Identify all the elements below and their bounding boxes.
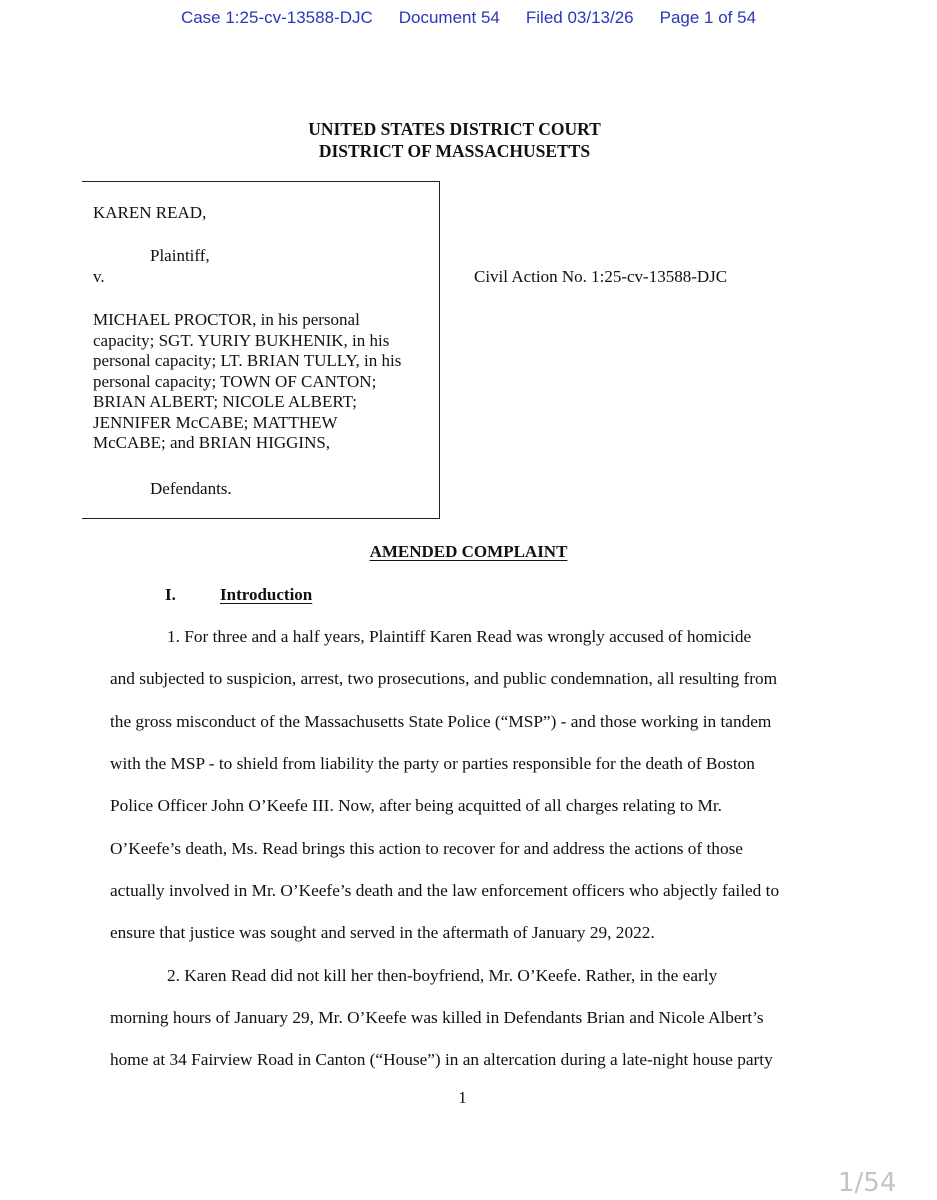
section-number: I. [165, 585, 176, 604]
body-line: home at 34 Fairview Road in Canton (“House”) in an altercation during a late-night house party [110, 1050, 773, 1069]
defendants-line: BRIAN ALBERT; NICOLE ALBERT; [93, 392, 357, 411]
body-line: with the MSP - to shield from liability the party or parties responsible for the death of Boston [110, 754, 755, 773]
body-line: actually involved in Mr. O’Keefe’s death and the law enforcement officers who abjectly failed to [110, 881, 780, 900]
case-number: Case 1:25-cv-13588-DJC [180, 8, 373, 27]
body-line: Police Officer John O’Keefe III. Now, after being acquitted of all charges relating to Mr. [110, 796, 722, 815]
body-line: 1. For three and a half years, Plaintiff Karen Read was wrongly accused of homicide [167, 627, 752, 646]
page-of: Page 1 of 54 [659, 8, 757, 27]
filed-date: Filed 03/13/26 [525, 8, 634, 27]
defendants-line: capacity; SGT. YURIY BUKHENIK, in his [93, 330, 390, 350]
document-title [0, 542, 937, 562]
body-line: ensure that justice was sought and served in the aftermath of January 29, 2022. [110, 923, 655, 942]
court-district: DISTRICT OF MASSACHUSETTS [318, 141, 591, 161]
plaintiff-name: KAREN READ, [93, 203, 207, 222]
court-name: UNITED STATES DISTRICT COURT [308, 119, 601, 139]
body-line: and subjected to suspicion, arrest, two prosecutions, and public condemnation, all resulting from [110, 669, 778, 688]
body-line: 2. Karen Read did not kill her then-boyfriend, Mr. O’Keefe. Rather, in the early [167, 966, 718, 985]
defendants-line: MICHAEL PROCTOR, in his personal [93, 310, 360, 329]
plaintiff-role: Plaintiff, [150, 246, 210, 265]
document-number: Document 54 [398, 8, 500, 27]
body-line: the gross misconduct of the Massachusetts State Police (“MSP”) - and those working in tandem [110, 712, 772, 731]
section-title: Introduction [220, 585, 313, 604]
viewer-page-indicator: 1/54 [838, 1168, 897, 1198]
civil-action-number: Civil Action No. 1:25-cv-13588-DJC [474, 267, 728, 286]
body-line: morning hours of January 29, Mr. O’Keefe was killed in Defendants Brian and Nicole Albert’s [110, 1008, 764, 1027]
defendants-line: McCABE; and BRIAN HIGGINS, [93, 433, 331, 452]
versus: v. [93, 267, 105, 286]
document-title-text: AMENDED COMPLAINT [369, 542, 568, 561]
defendants-role: Defendants. [150, 479, 232, 498]
defendants-line: personal capacity; LT. BRIAN TULLY, in his [93, 351, 402, 370]
defendants-list [93, 310, 401, 454]
defendants-line: JENNIFER McCABE; MATTHEW [93, 412, 338, 432]
page-number: 1 [458, 1088, 467, 1107]
case-header [0, 8, 937, 28]
court-heading [0, 118, 909, 162]
defendants-line: personal capacity; TOWN OF CANTON; [93, 371, 377, 391]
body-line: O’Keefe’s death, Ms. Read brings this action to recover for and address the actions of those [110, 839, 743, 858]
